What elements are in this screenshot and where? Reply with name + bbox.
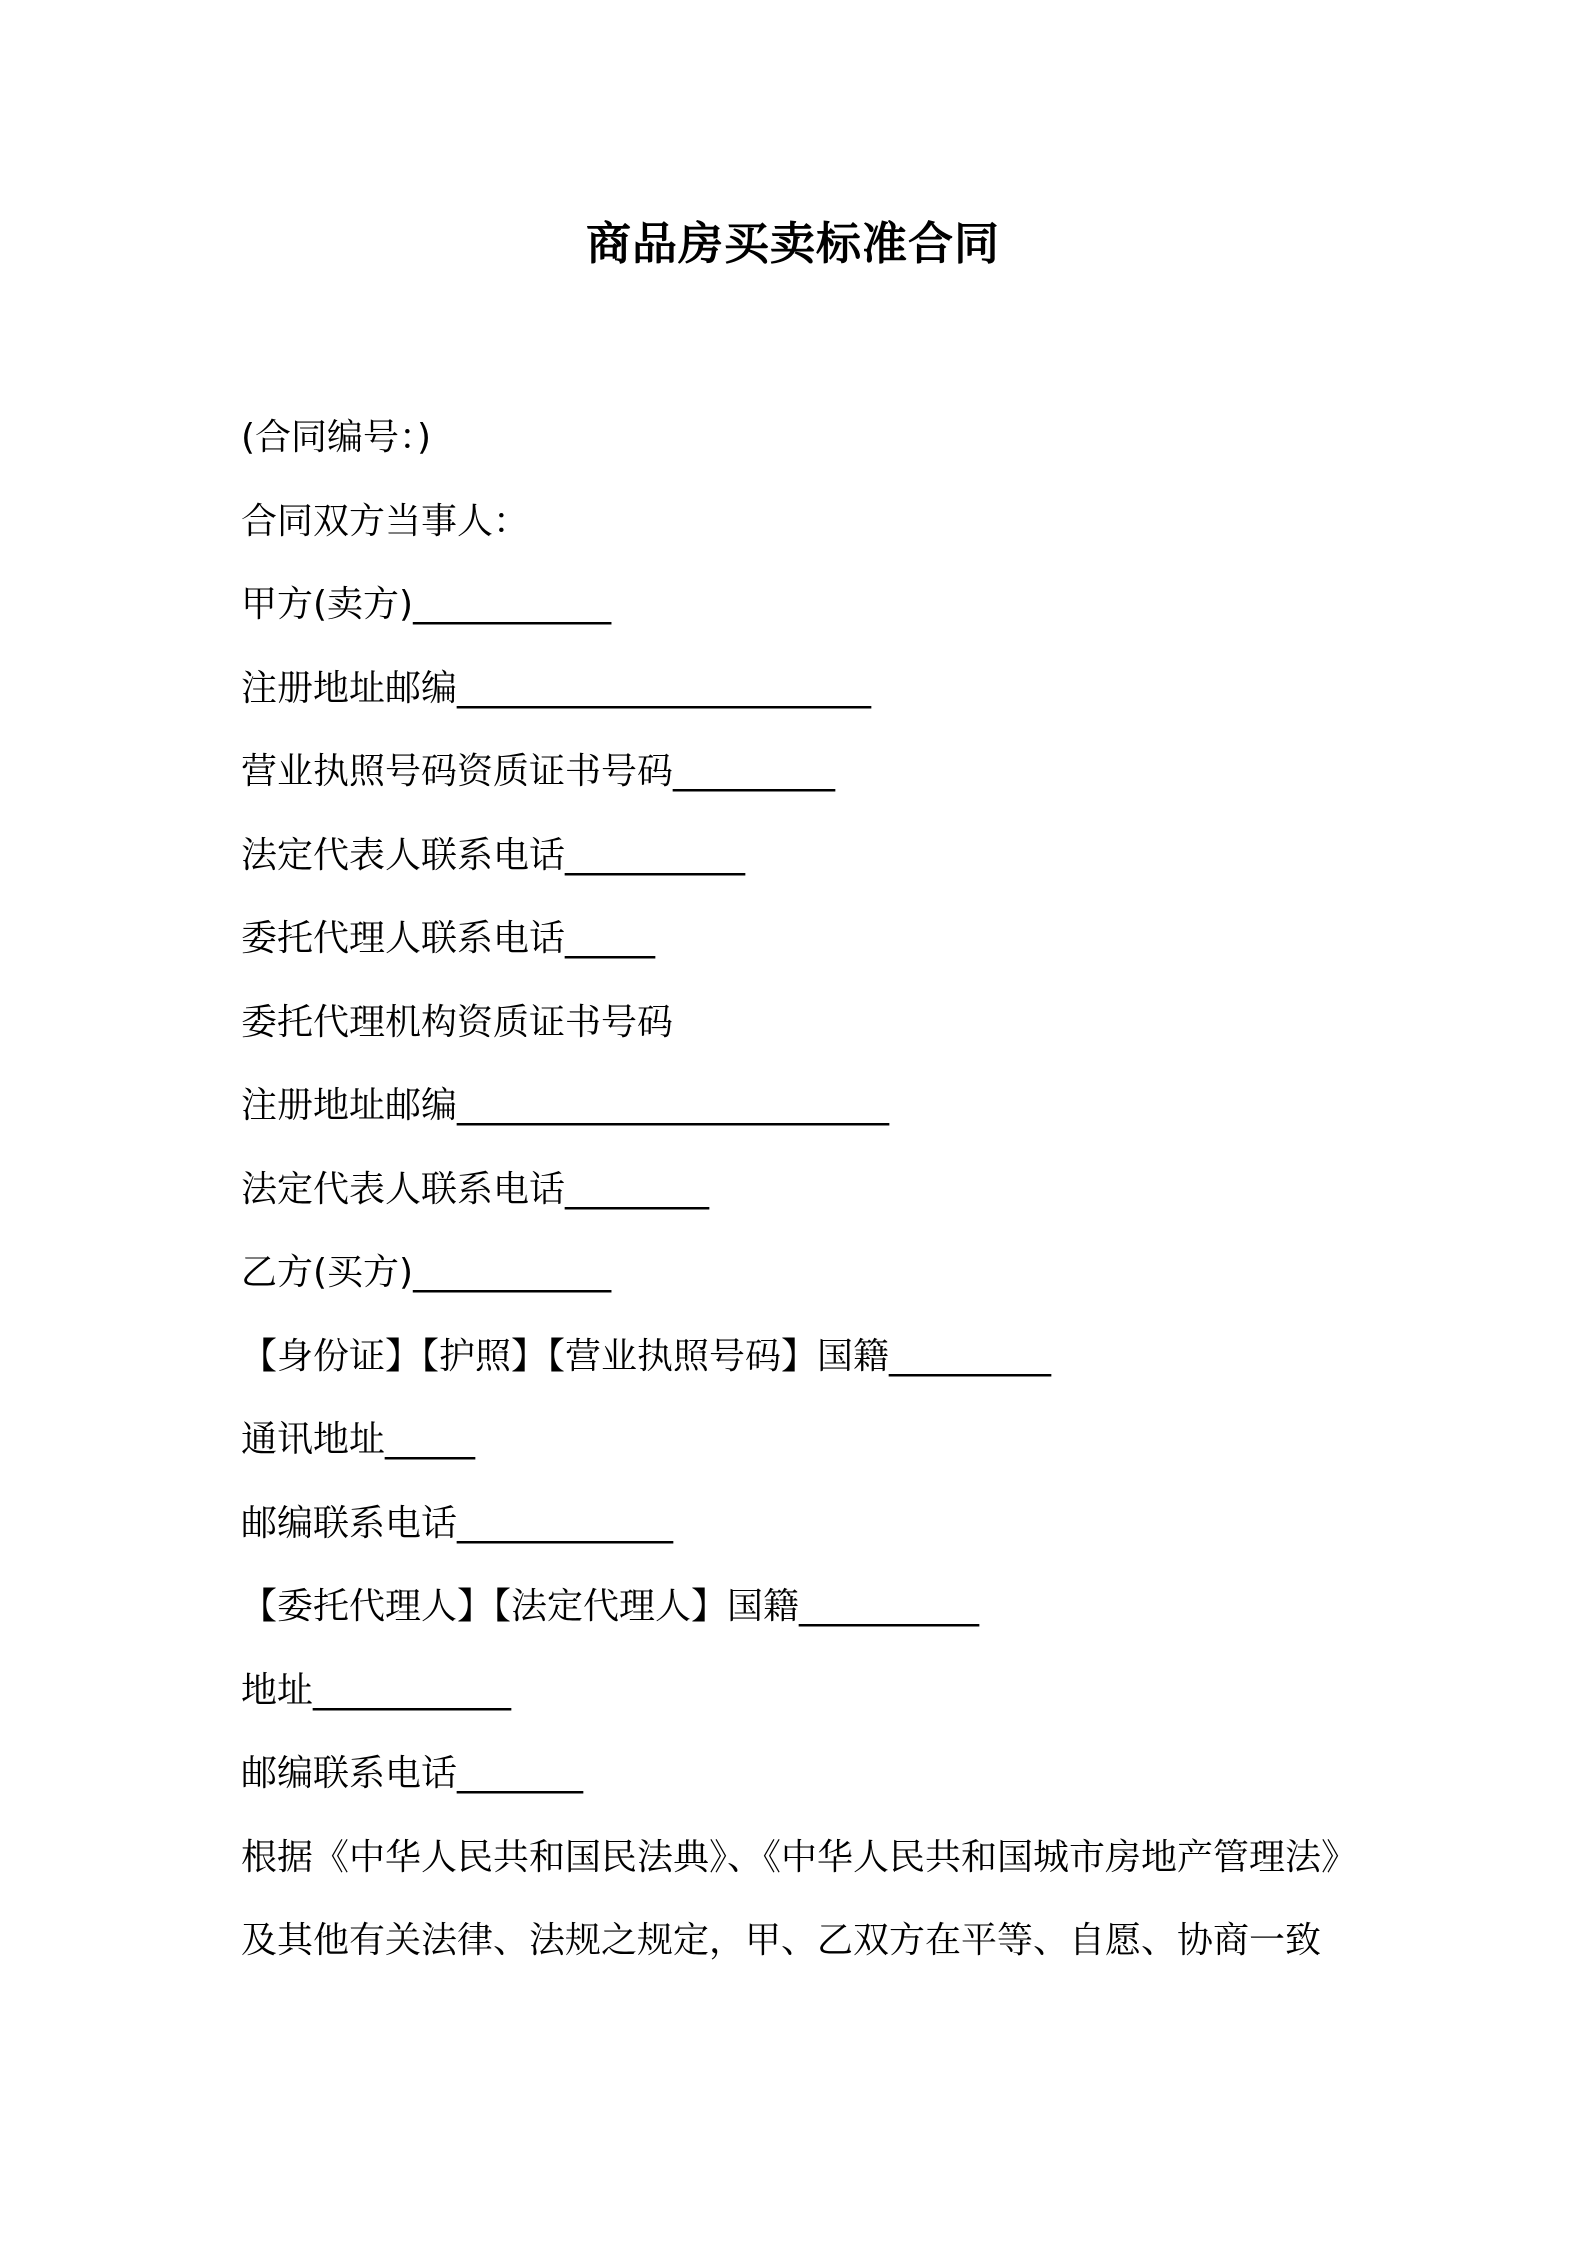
party-a-representative-line: 法定代表人联系电话__________ — [241, 834, 746, 876]
legal-basis-line-2: 及其他有关法律、法规之规定，甲、乙双方在平等、自愿、协商一致 — [241, 1920, 1322, 1961]
document-body — [241, 408, 1361, 1995]
party-b-identity-line: 【身份证】【护照】【营业执照号码】国籍_________ — [241, 1335, 1052, 1377]
party-a-agent-line: 委托代理人联系电话_____ — [241, 918, 656, 959]
agency-address-line: 注册地址邮编________________________ — [241, 1085, 890, 1126]
party-b-line: 乙方(买方)___________ — [241, 1252, 612, 1293]
parties-heading: 合同双方当事人： — [241, 500, 530, 542]
party-b-contact-line: 邮编联系电话____________ — [241, 1502, 674, 1544]
agency-certificate-line: 委托代理机构资质证书号码 — [241, 1001, 674, 1043]
party-a-license-line: 营业执照号码资质证书号码_________ — [241, 751, 836, 792]
party-b-address-line: 通讯地址_____ — [241, 1419, 476, 1460]
document-title: 商品房买卖标准合同 — [585, 217, 1000, 270]
agency-representative-line: 法定代表人联系电话________ — [241, 1168, 710, 1210]
legal-basis-line-1: 根据《中华人民共和国民法典》、《中华人民共和国城市房地产管理法》 — [241, 1836, 1358, 1878]
party-a-line: 甲方(卖方)___________ — [241, 584, 612, 625]
party-b-agent-address-line: 地址___________ — [241, 1669, 512, 1711]
contract-number-line: (合同编号：) — [241, 417, 432, 458]
party-b-agent-line: 【委托代理人】【法定代理人】国籍__________ — [241, 1586, 980, 1627]
party-a-address-line: 注册地址邮编_______________________ — [241, 667, 872, 709]
party-b-agent-contact-line: 邮编联系电话_______ — [241, 1753, 584, 1794]
